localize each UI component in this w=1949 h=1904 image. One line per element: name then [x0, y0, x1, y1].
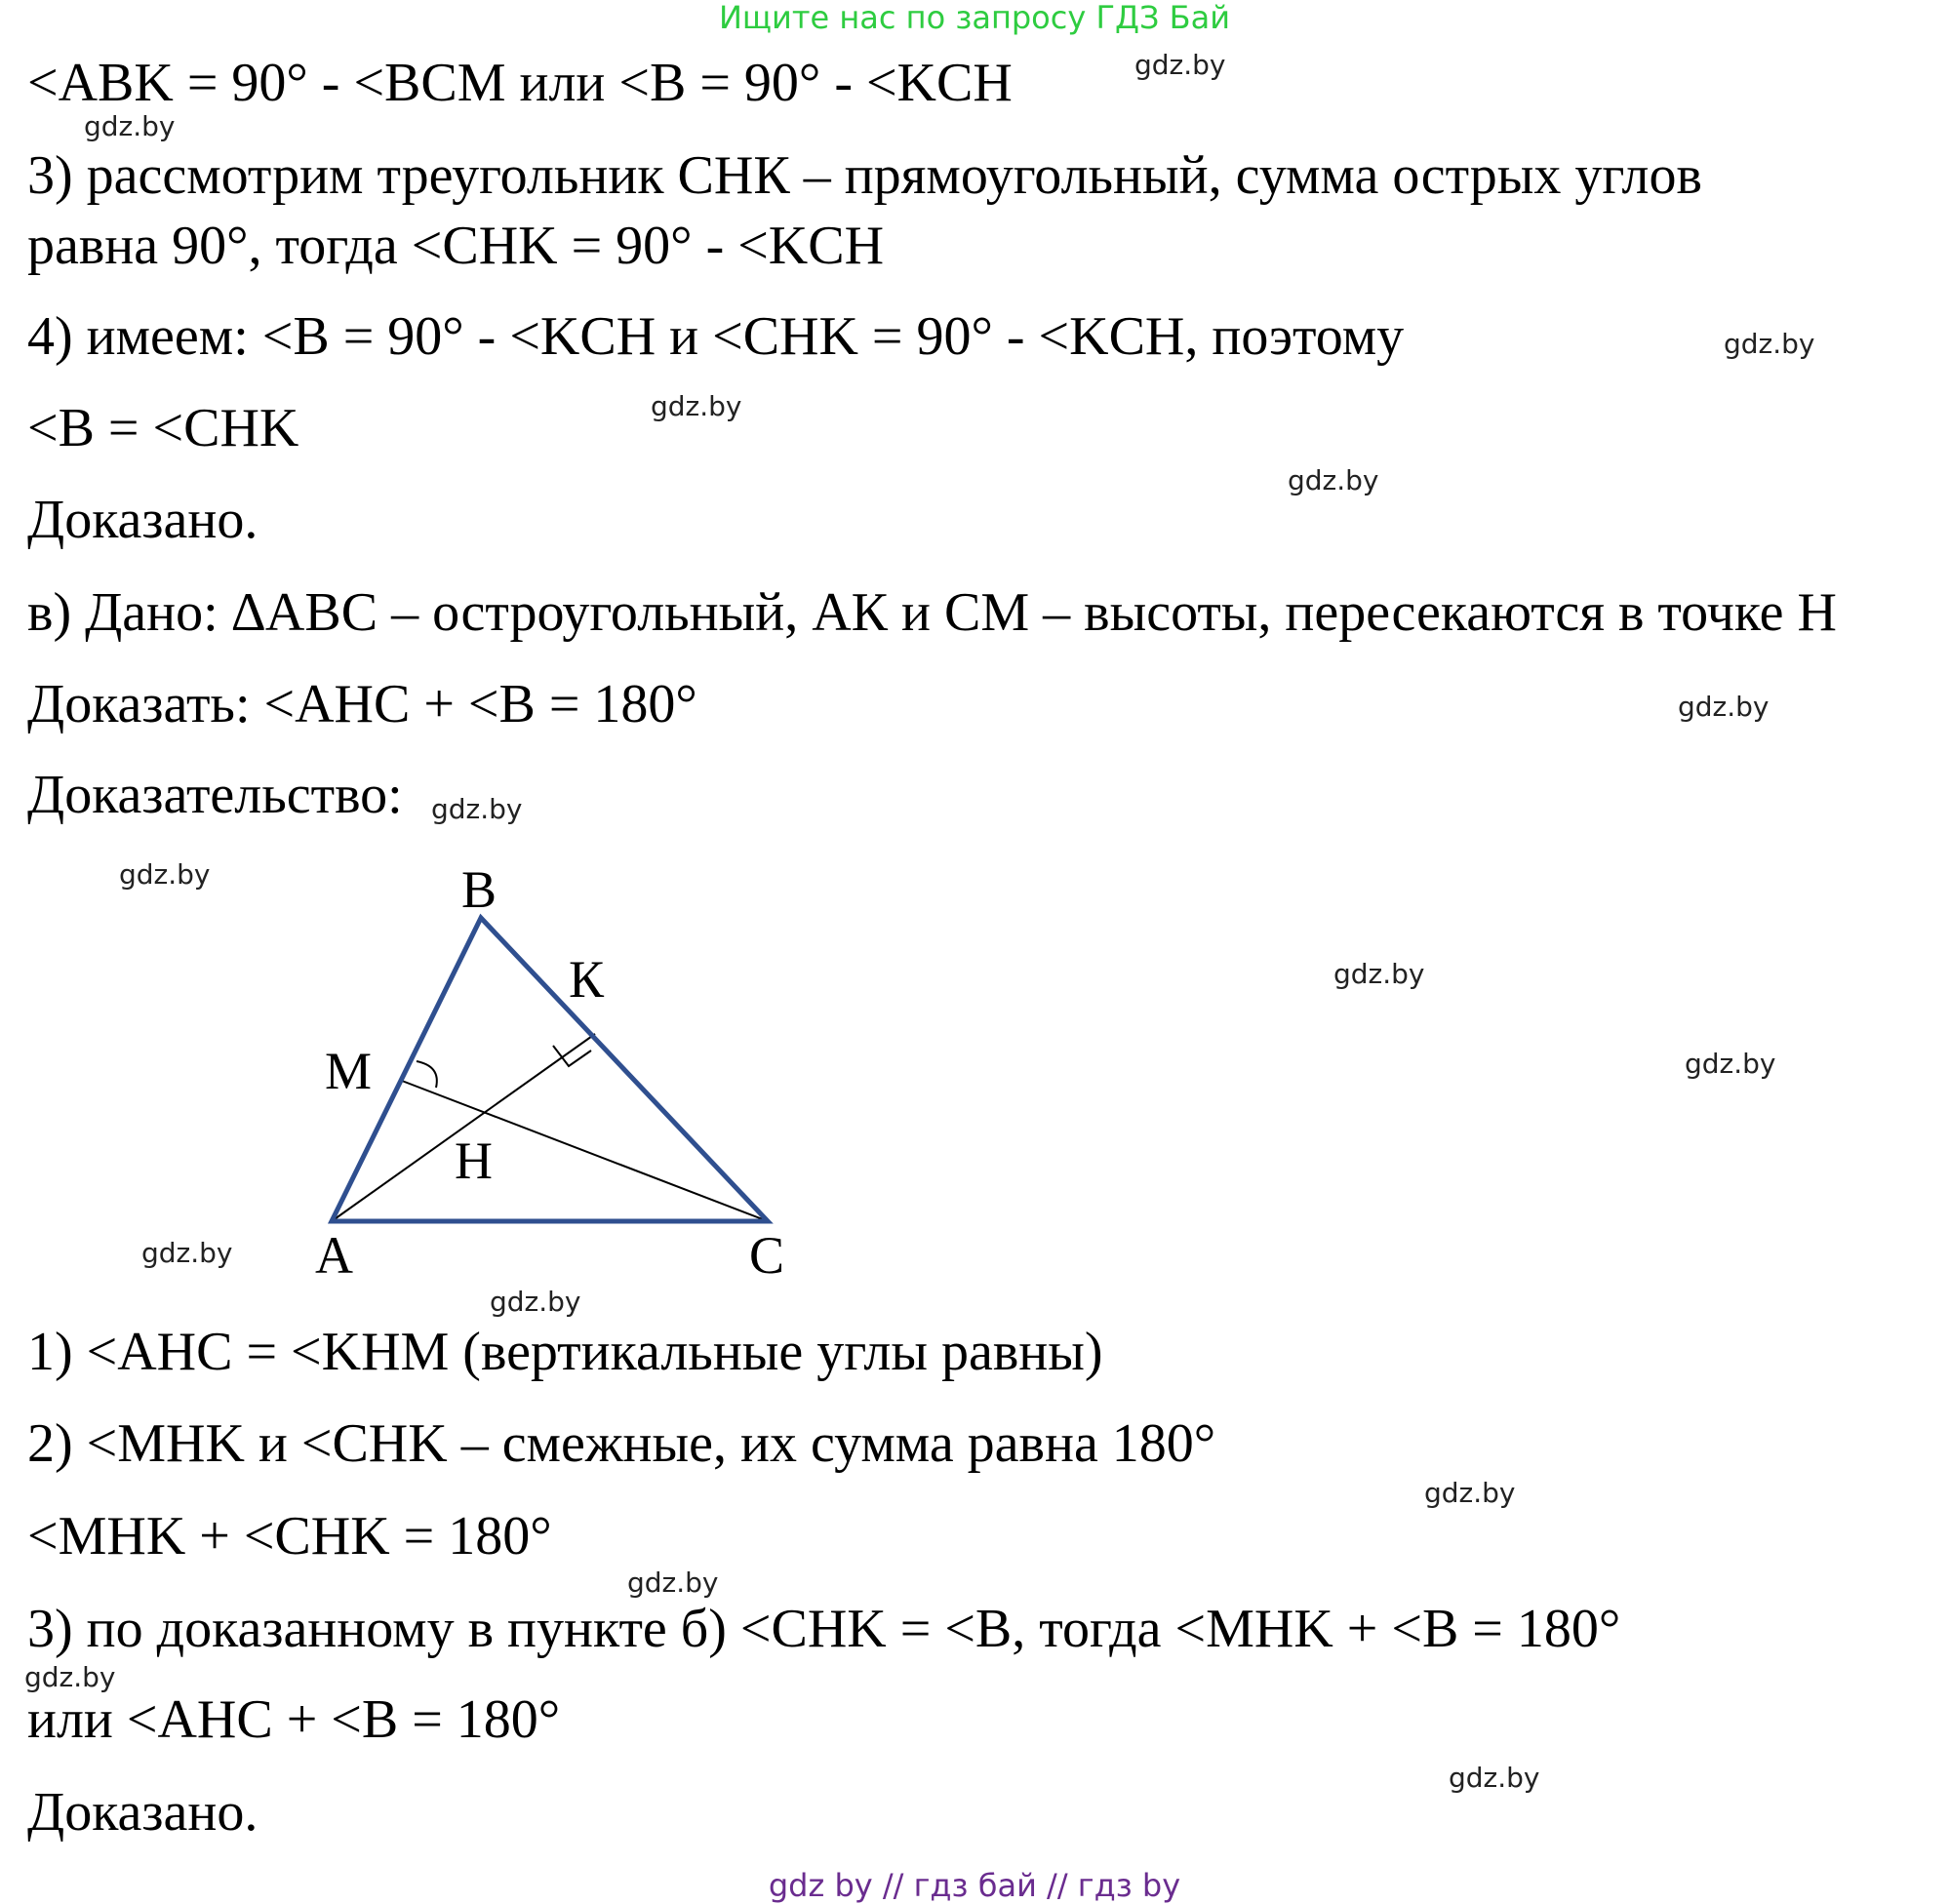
watermark: gdz.by	[431, 793, 523, 825]
text-line-11: 2) <MHK и <CHK – смежные, их сумма равна 180°	[27, 1413, 1216, 1474]
vertex-label-M: M	[325, 1042, 373, 1100]
banner[interactable]: Ищите нас по запросу ГДЗ Бай	[718, 0, 1231, 36]
text-line-6: Доказано.	[27, 490, 259, 550]
text-line-9: Доказательство:	[27, 765, 403, 825]
footer-links[interactable]: gdz by // гдз бай // гдз by	[768, 1867, 1181, 1904]
vertex-label-B: B	[461, 860, 497, 919]
watermark: gdz.by	[1724, 328, 1815, 360]
watermark: gdz.by	[1449, 1762, 1540, 1794]
text-line-15: Доказано.	[27, 1782, 259, 1843]
watermark: gdz.by	[1678, 691, 1770, 723]
point-label-H: H	[455, 1131, 493, 1190]
vertex-label-C: C	[749, 1226, 785, 1285]
vertex-label-A: A	[315, 1226, 353, 1285]
watermark: gdz.by	[1424, 1477, 1516, 1509]
watermark: gdz.by	[1134, 49, 1226, 81]
vertex-label-K: К	[569, 950, 605, 1009]
watermark: gdz.by	[490, 1286, 581, 1318]
text-line-12: <MHK + <CHK = 180°	[27, 1506, 552, 1567]
text-line-7: в) Дано: ∆ABC – остроугольный, АК и СМ – высоты, пересекаются в точке Н	[27, 582, 1837, 643]
watermark: gdz.by	[651, 390, 742, 422]
text-line-4: 4) имеем: <B = 90° - <KCH и <CHK = 90° - <KCH, поэтому	[27, 306, 1405, 367]
watermark: gdz.by	[119, 858, 211, 891]
watermark: gdz.by	[1333, 958, 1425, 990]
watermark: gdz.by	[141, 1237, 233, 1269]
watermark: gdz.by	[1288, 464, 1379, 496]
right-angle-mark-M	[417, 1061, 437, 1088]
text-line-2: 3) рассмотрим треугольник СНК – прямоугольный, сумма острых углов	[27, 145, 1702, 206]
watermark: gdz.by	[24, 1661, 116, 1693]
text-line-8: Доказать: <AHC + <B = 180°	[27, 674, 697, 734]
right-angle-mark-K	[553, 1046, 591, 1066]
watermark: gdz.by	[84, 110, 176, 142]
text-line-3: равна 90°, тогда <CHK = 90° - <KCH	[27, 216, 885, 276]
text-line-10: 1) <AHC = <KHM (вертикальные углы равны)	[27, 1322, 1103, 1382]
text-line-13: 3) по доказанному в пункте б) <CHK = <B, тогда <MHK + <B = 180°	[27, 1599, 1621, 1659]
watermark: gdz.by	[627, 1567, 719, 1599]
watermark: gdz.by	[1685, 1048, 1776, 1080]
text-line-1: <ABK = 90° - <BCM или <B = 90° - <KCH	[27, 53, 1013, 113]
text-line-5: <B = <CHK	[27, 398, 299, 458]
text-line-14: или <AHC + <B = 180°	[27, 1689, 561, 1750]
